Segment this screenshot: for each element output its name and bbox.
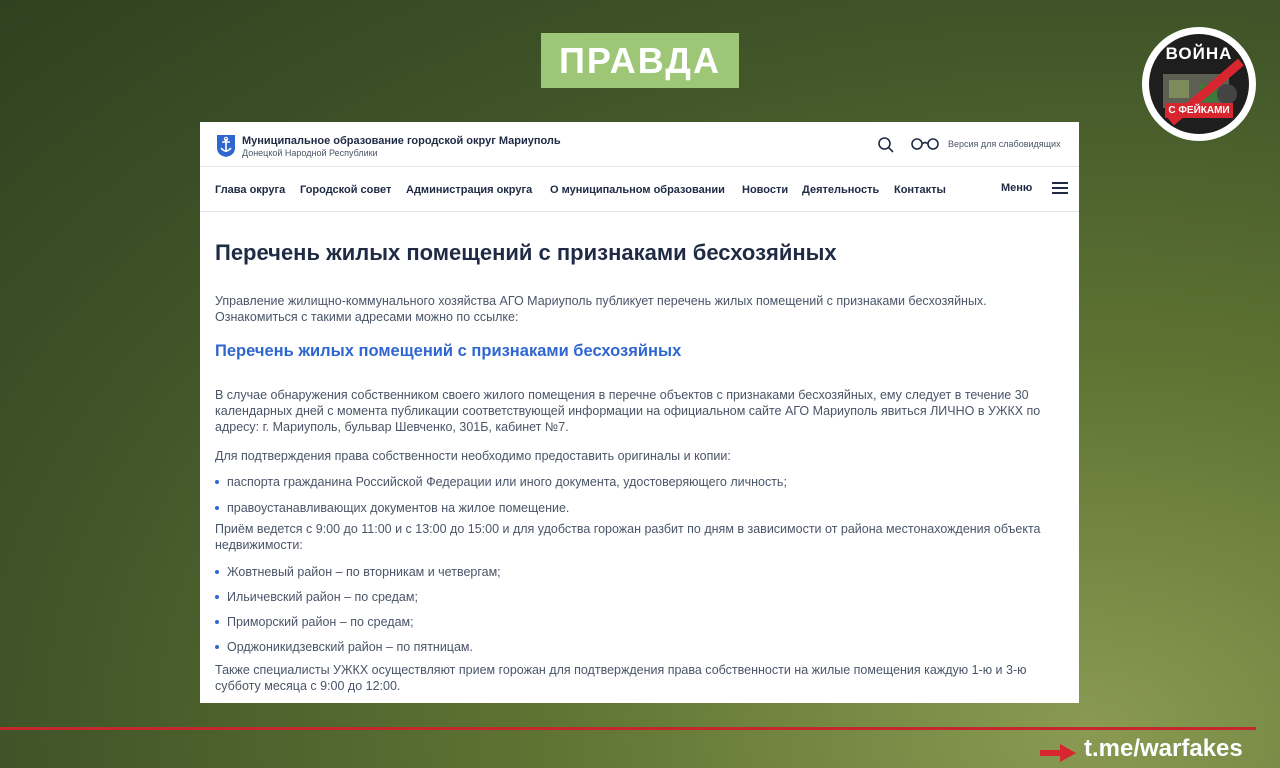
- bullet-icon: [215, 595, 219, 599]
- bullet-icon: [215, 620, 219, 624]
- main-nav: [200, 167, 1079, 212]
- list-item: [215, 565, 501, 579]
- org-name[interactable]: Муниципальное образование городской округ Мариуполь: [242, 135, 561, 147]
- verdict-badge: ПРАВДА: [541, 33, 739, 88]
- bullet-icon: [215, 645, 219, 649]
- list-item: [215, 501, 569, 515]
- nav-item-contacts[interactable]: Контакты: [894, 184, 946, 196]
- search-icon[interactable]: [877, 136, 895, 154]
- nav-item-head[interactable]: Глава округа: [215, 184, 286, 196]
- list-document-link[interactable]: Перечень жилых помещений с признаками бесхозяйных: [215, 342, 682, 360]
- list-item: [215, 615, 414, 629]
- anchor-emblem-icon: [216, 134, 236, 158]
- website-screenshot: [200, 122, 1079, 703]
- list-item-text: Ильичевский район – по средам;: [227, 590, 418, 604]
- paragraph-documents: Для подтверждения права собственности необходимо предоставить оригиналы и копии:: [215, 449, 731, 463]
- nav-item-about[interactable]: О муниципальном образовании: [550, 184, 725, 196]
- list-item-text: Приморский район – по средам;: [227, 615, 414, 629]
- menu-button[interactable]: Меню: [1001, 182, 1033, 194]
- nav-item-council[interactable]: Городской совет: [300, 184, 392, 196]
- bullet-icon: [215, 570, 219, 574]
- list-item: [215, 475, 787, 489]
- list-item-text: паспорта гражданина Российской Федерации или иного документа, удостоверяющего личность;: [227, 475, 787, 489]
- war-on-fakes-logo: [1142, 27, 1256, 141]
- paragraph-saturdays: Также специалисты УЖКХ осуществляют прием горожан для подтверждения права собственности на жилые помещения каждую 1-ю и 3-ю субботу месяца с 9:00 до 12:00.: [215, 663, 1027, 693]
- logo-bottom-text: С ФЕЙКАМИ: [1165, 103, 1233, 118]
- list-item-text: правоустанавливающих документов на жилое помещение.: [227, 501, 570, 515]
- list-item: [215, 640, 473, 654]
- nav-item-administration[interactable]: Администрация округа: [406, 184, 533, 196]
- hamburger-icon[interactable]: [1052, 182, 1068, 194]
- bullet-icon: [215, 480, 219, 484]
- arrow-right-icon: [1040, 744, 1076, 762]
- site-header: [200, 122, 1079, 167]
- nav-item-activity[interactable]: Деятельность: [802, 184, 880, 196]
- list-item: [215, 590, 418, 604]
- page-title: Перечень жилых помещений с признаками бесхозяйных: [215, 240, 837, 265]
- paragraph-schedule: Приём ведется с 9:00 до 11:00 и с 13:00 до 15:00 и для удобства горожан разбит по дням в зависимости от района местонахождения объекта недвижимости:: [215, 522, 1041, 552]
- list-item-text: Орджоникидзевский район – по пятницам.: [227, 640, 473, 654]
- logo-top-text: ВОЙНА: [1165, 44, 1233, 63]
- divider-line: [0, 727, 1256, 730]
- glasses-icon[interactable]: [910, 137, 940, 151]
- paragraph-deadline: В случае обнаружения собственником своего жилого помещения в перечне объектов с признаками бесхозяйных, ему следует в течение 30 календарных дней с момента публикации соответствующей информации на официальном сайте АГО Мариуполь явиться ЛИЧНО в УЖКХ по адресу: г. Мариуполь, бульвар Шевченко, 301Б, кабинет №7.: [215, 388, 1041, 434]
- low-vision-link[interactable]: Версия для слабовидящих: [948, 139, 1061, 149]
- intro-line-2: Ознакомиться с такими адресами можно по ссылке:: [215, 310, 519, 324]
- list-item-text: Жовтневый район – по вторникам и четвергам;: [227, 565, 501, 579]
- nav-item-news[interactable]: Новости: [742, 184, 789, 196]
- intro-line-1: Управление жилищно-коммунального хозяйства АГО Мариуполь публикует перечень жилых помещений с признаками бесхозяйных.: [215, 294, 987, 308]
- telegram-channel-link[interactable]: t.me/warfakes: [1084, 735, 1243, 762]
- bullet-icon: [215, 506, 219, 510]
- org-subtitle: Донецкой Народной Республики: [242, 148, 378, 158]
